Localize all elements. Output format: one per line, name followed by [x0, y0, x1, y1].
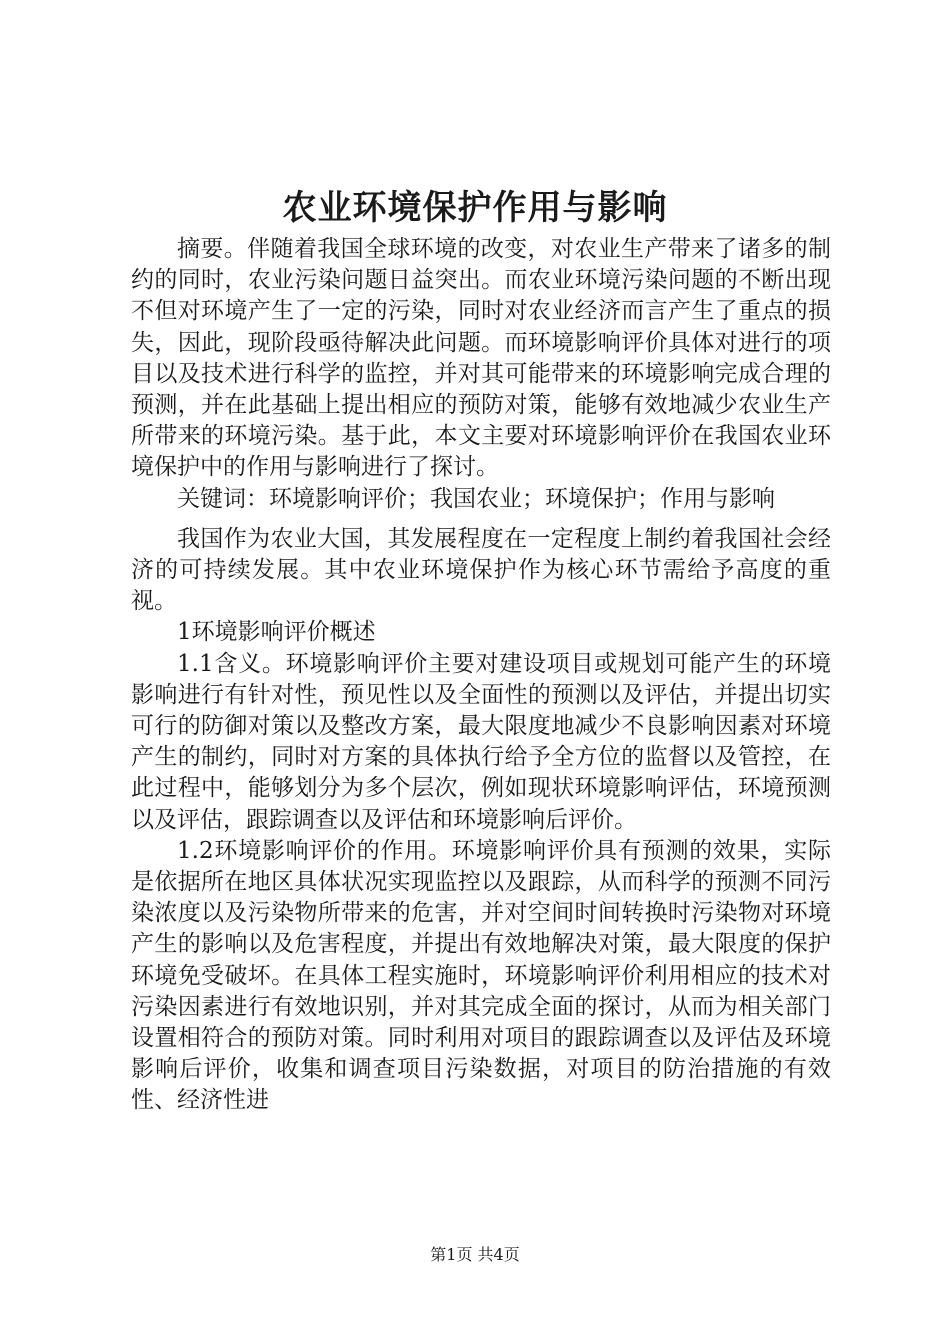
section-1-1-paragraph: 1.1含义。环境影响评价主要对建设项目或规划可能产生的环境影响进行有针对性，预见性以及全面性的预测以及评估，并提出切实可行的防御对策以及整改方案，最大限度地减少不良影响因素对环境产生的制约，同时对方案的具体执行给予全方位的监督以及管控，在此过程中，能够划分为多个层次，例如现状环境影响评估，环境预测以及评估，跟踪调查以及评估和环境影响后评价。: [131, 650, 831, 833]
page-footer: 第1页 共4页: [430, 1245, 520, 1264]
document-title: 农业环境保护作用与影响: [282, 188, 668, 228]
document-body: [131, 234, 831, 1117]
section-heading: 1环境影响评价概述: [177, 619, 376, 646]
abstract-paragraph: 摘要。伴随着我国全球环境的改变，对农业生产带来了诸多的制约的同时，农业污染问题日益突出。而农业环境污染问题的不断出现不但对环境产生了一定的污染，同时对农业经济而言产生了重点的损失，因此，现阶段亟待解决此问题。而环境影响评价具体对进行的项目以及技术进行科学的监控，并对其可能带来的环境影响完成合理的预测，并在此基础上提出相应的预防对策，能够有效地减少农业生产所带来的环境污染。基于此，本文主要对环境影响评价在我国农业环境保护中的作用与影响进行了探讨。: [131, 236, 831, 481]
intro-paragraph: 我国作为农业大国，其发展程度在一定程度上制约着我国社会经济的可持续发展。其中农业环境保护作为核心环节需给予高度的重视。: [131, 525, 831, 615]
keywords-paragraph: 关键词：环境影响评价；我国农业；环境保护；作用与影响: [177, 485, 775, 512]
section-1-2-paragraph: 1.2环境影响评价的作用。环境影响评价具有预测的效果，实际是依据所在地区具体状况实现监控以及跟踪，从而科学的预测不同污染浓度以及污染物所带来的危害，并对空间时间转换时污染物对环境产生的影响以及危害程度，并提出有效地解决对策，最大限度的保护环境免受破坏。在具体工程实施时，环境影响评价利用相应的技术对污染因素进行有效地识别，并对其完成全面的探讨，从而为相关部门设置相符合的预防对策。同时利用对项目的跟踪调查以及评估及环境影响后评价，收集和调查项目污染数据，对项目的防治措施的有效性、经济性进: [131, 837, 831, 1114]
